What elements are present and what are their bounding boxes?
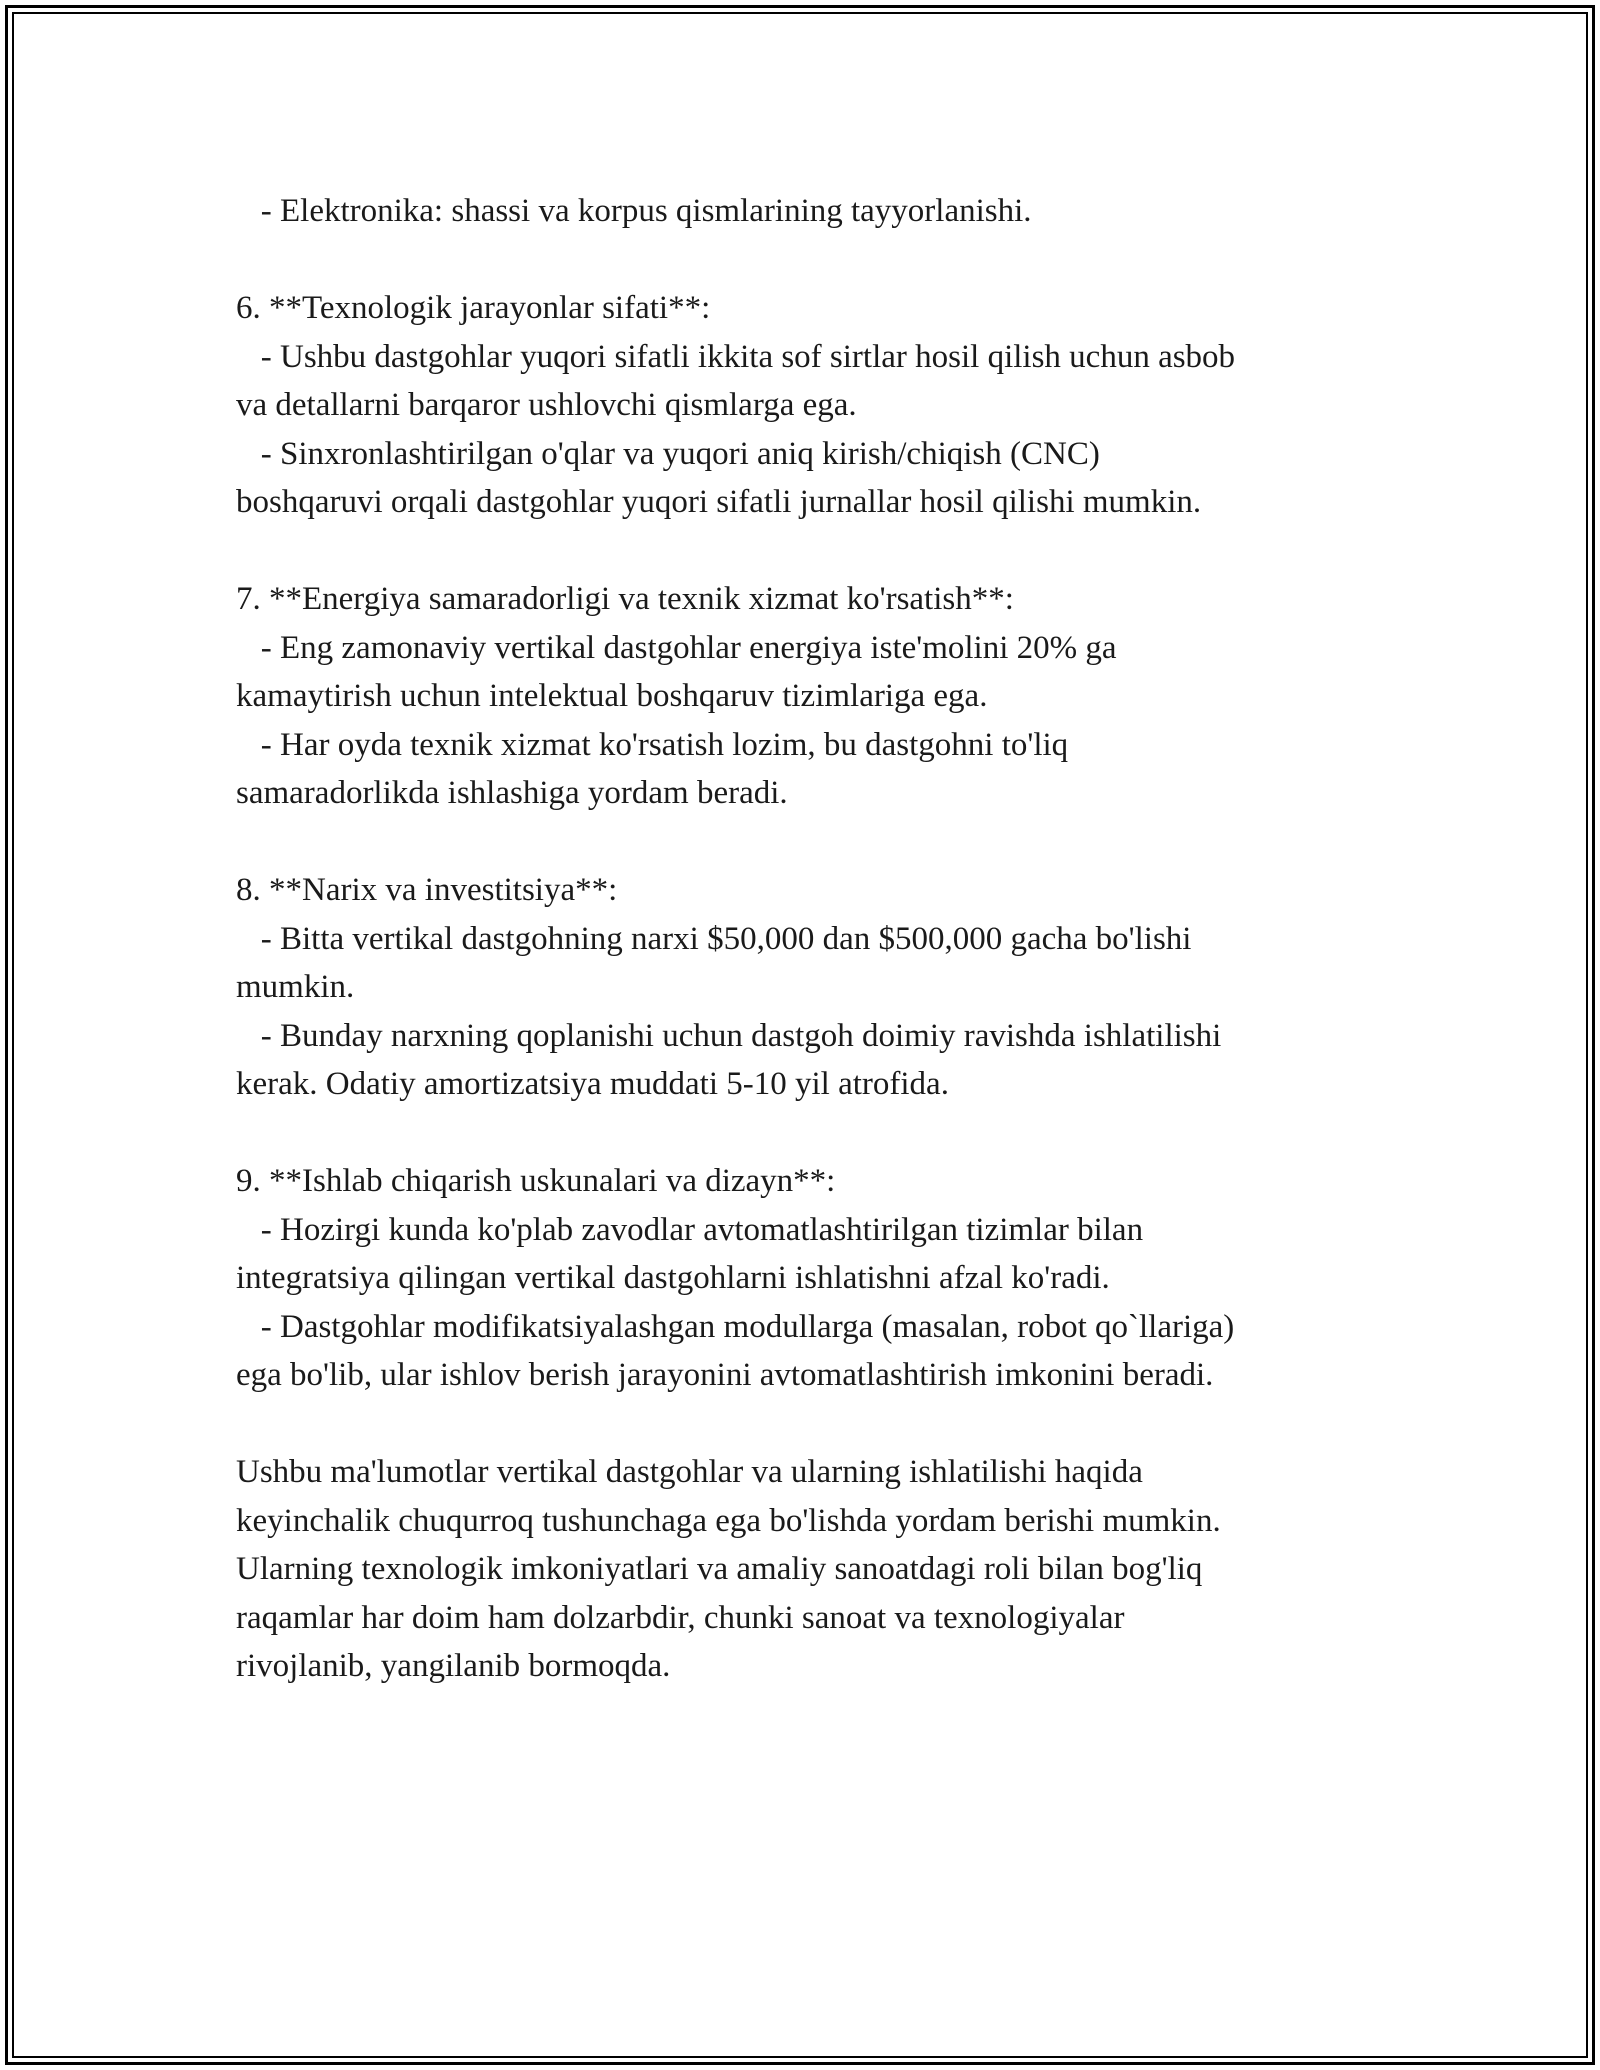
text-line: boshqaruvi orqali dastgohlar yuqori sifatli jurnallar hosil qilishi mumkin.: [236, 484, 1202, 520]
text-line: - Elektronika: shassi va korpus qismlarining tayyorlanishi.: [236, 193, 1032, 229]
text-line: samaradorlikda ishlashiga yordam beradi.: [236, 775, 788, 811]
text-line: kamaytirish uchun intelektual boshqaruv tizimlariga ega.: [236, 678, 988, 714]
conclusion-line: keyinchalik chuqurroq tushunchaga ega bo'lishda yordam berishi mumkin.: [236, 1502, 1221, 1539]
text-line: - Eng zamonaviy vertikal dastgohlar energiya iste'molini 20% ga: [236, 629, 1117, 666]
text-line: - Hozirgi kunda ko'plab zavodlar avtomatlashtirilgan tizimlar bilan: [236, 1211, 1144, 1248]
conclusion-line: raqamlar har doim ham dolzarbdir, chunki sanoat va texnologiyalar: [236, 1599, 1125, 1636]
conclusion-line: rivojlanib, yangilanib bormoqda.: [236, 1648, 671, 1684]
blank-line: [236, 1400, 1360, 1449]
text-line: - Bitta vertikal dastgohning narxi $50,000 dan $500,000 gacha bo'lishi: [236, 920, 1192, 957]
blank-line: [236, 1109, 1360, 1158]
text-line: va detallarni barqaror ushlovchi qismlarga ega.: [236, 387, 857, 423]
text-line: kerak. Odatiy amortizatsiya muddati 5-10 yil atrofida.: [236, 1066, 949, 1102]
text-line: - Bunday narxning qoplanishi uchun dastgoh doimiy ravishda ishlatilishi: [236, 1017, 1222, 1054]
text-line: - Sinxronlashtirilgan o'qlar va yuqori aniq kirish/chiqish (CNC): [236, 435, 1100, 472]
conclusion-line: Ushbu ma'lumotlar vertikal dastgohlar va ularning ishlatilishi haqida: [236, 1454, 1143, 1490]
blank-line: [236, 527, 1360, 576]
text-line: mumkin.: [236, 969, 355, 1005]
text-line: ega bo'lib, ular ishlov berish jarayonini avtomatlashtirish imkonini beradi.: [236, 1357, 1214, 1393]
text-line: - Dastgohlar modifikatsiyalashgan modullarga (masalan, robot qo`llariga): [236, 1308, 1235, 1345]
section-heading-6: 6. **Texnologik jarayonlar sifati**:: [236, 290, 711, 326]
text-line: integratsiya qilingan vertikal dastgohlarni ishlatishni afzal ko'radi.: [236, 1260, 1110, 1296]
text-line: - Ushbu dastgohlar yuqori sifatli ikkita sof sirtlar hosil qilish uchun asbob: [236, 338, 1236, 375]
text-line: - Har oyda texnik xizmat ko'rsatish lozim, bu dastgohni to'liq: [236, 726, 1069, 763]
section-heading-9: 9. **Ishlab chiqarish uskunalari va dizayn**:: [236, 1163, 836, 1199]
blank-line: [236, 818, 1360, 867]
section-heading-7: 7. **Energiya samaradorligi va texnik xizmat ko'rsatish**:: [236, 581, 1014, 617]
conclusion-line: Ularning texnologik imkoniyatlari va amaliy sanoatdagi roli bilan bog'liq: [236, 1551, 1203, 1587]
document-body: [236, 187, 1360, 1691]
blank-line: [236, 236, 1360, 285]
section-heading-8: 8. **Narix va investitsiya**:: [236, 872, 618, 908]
